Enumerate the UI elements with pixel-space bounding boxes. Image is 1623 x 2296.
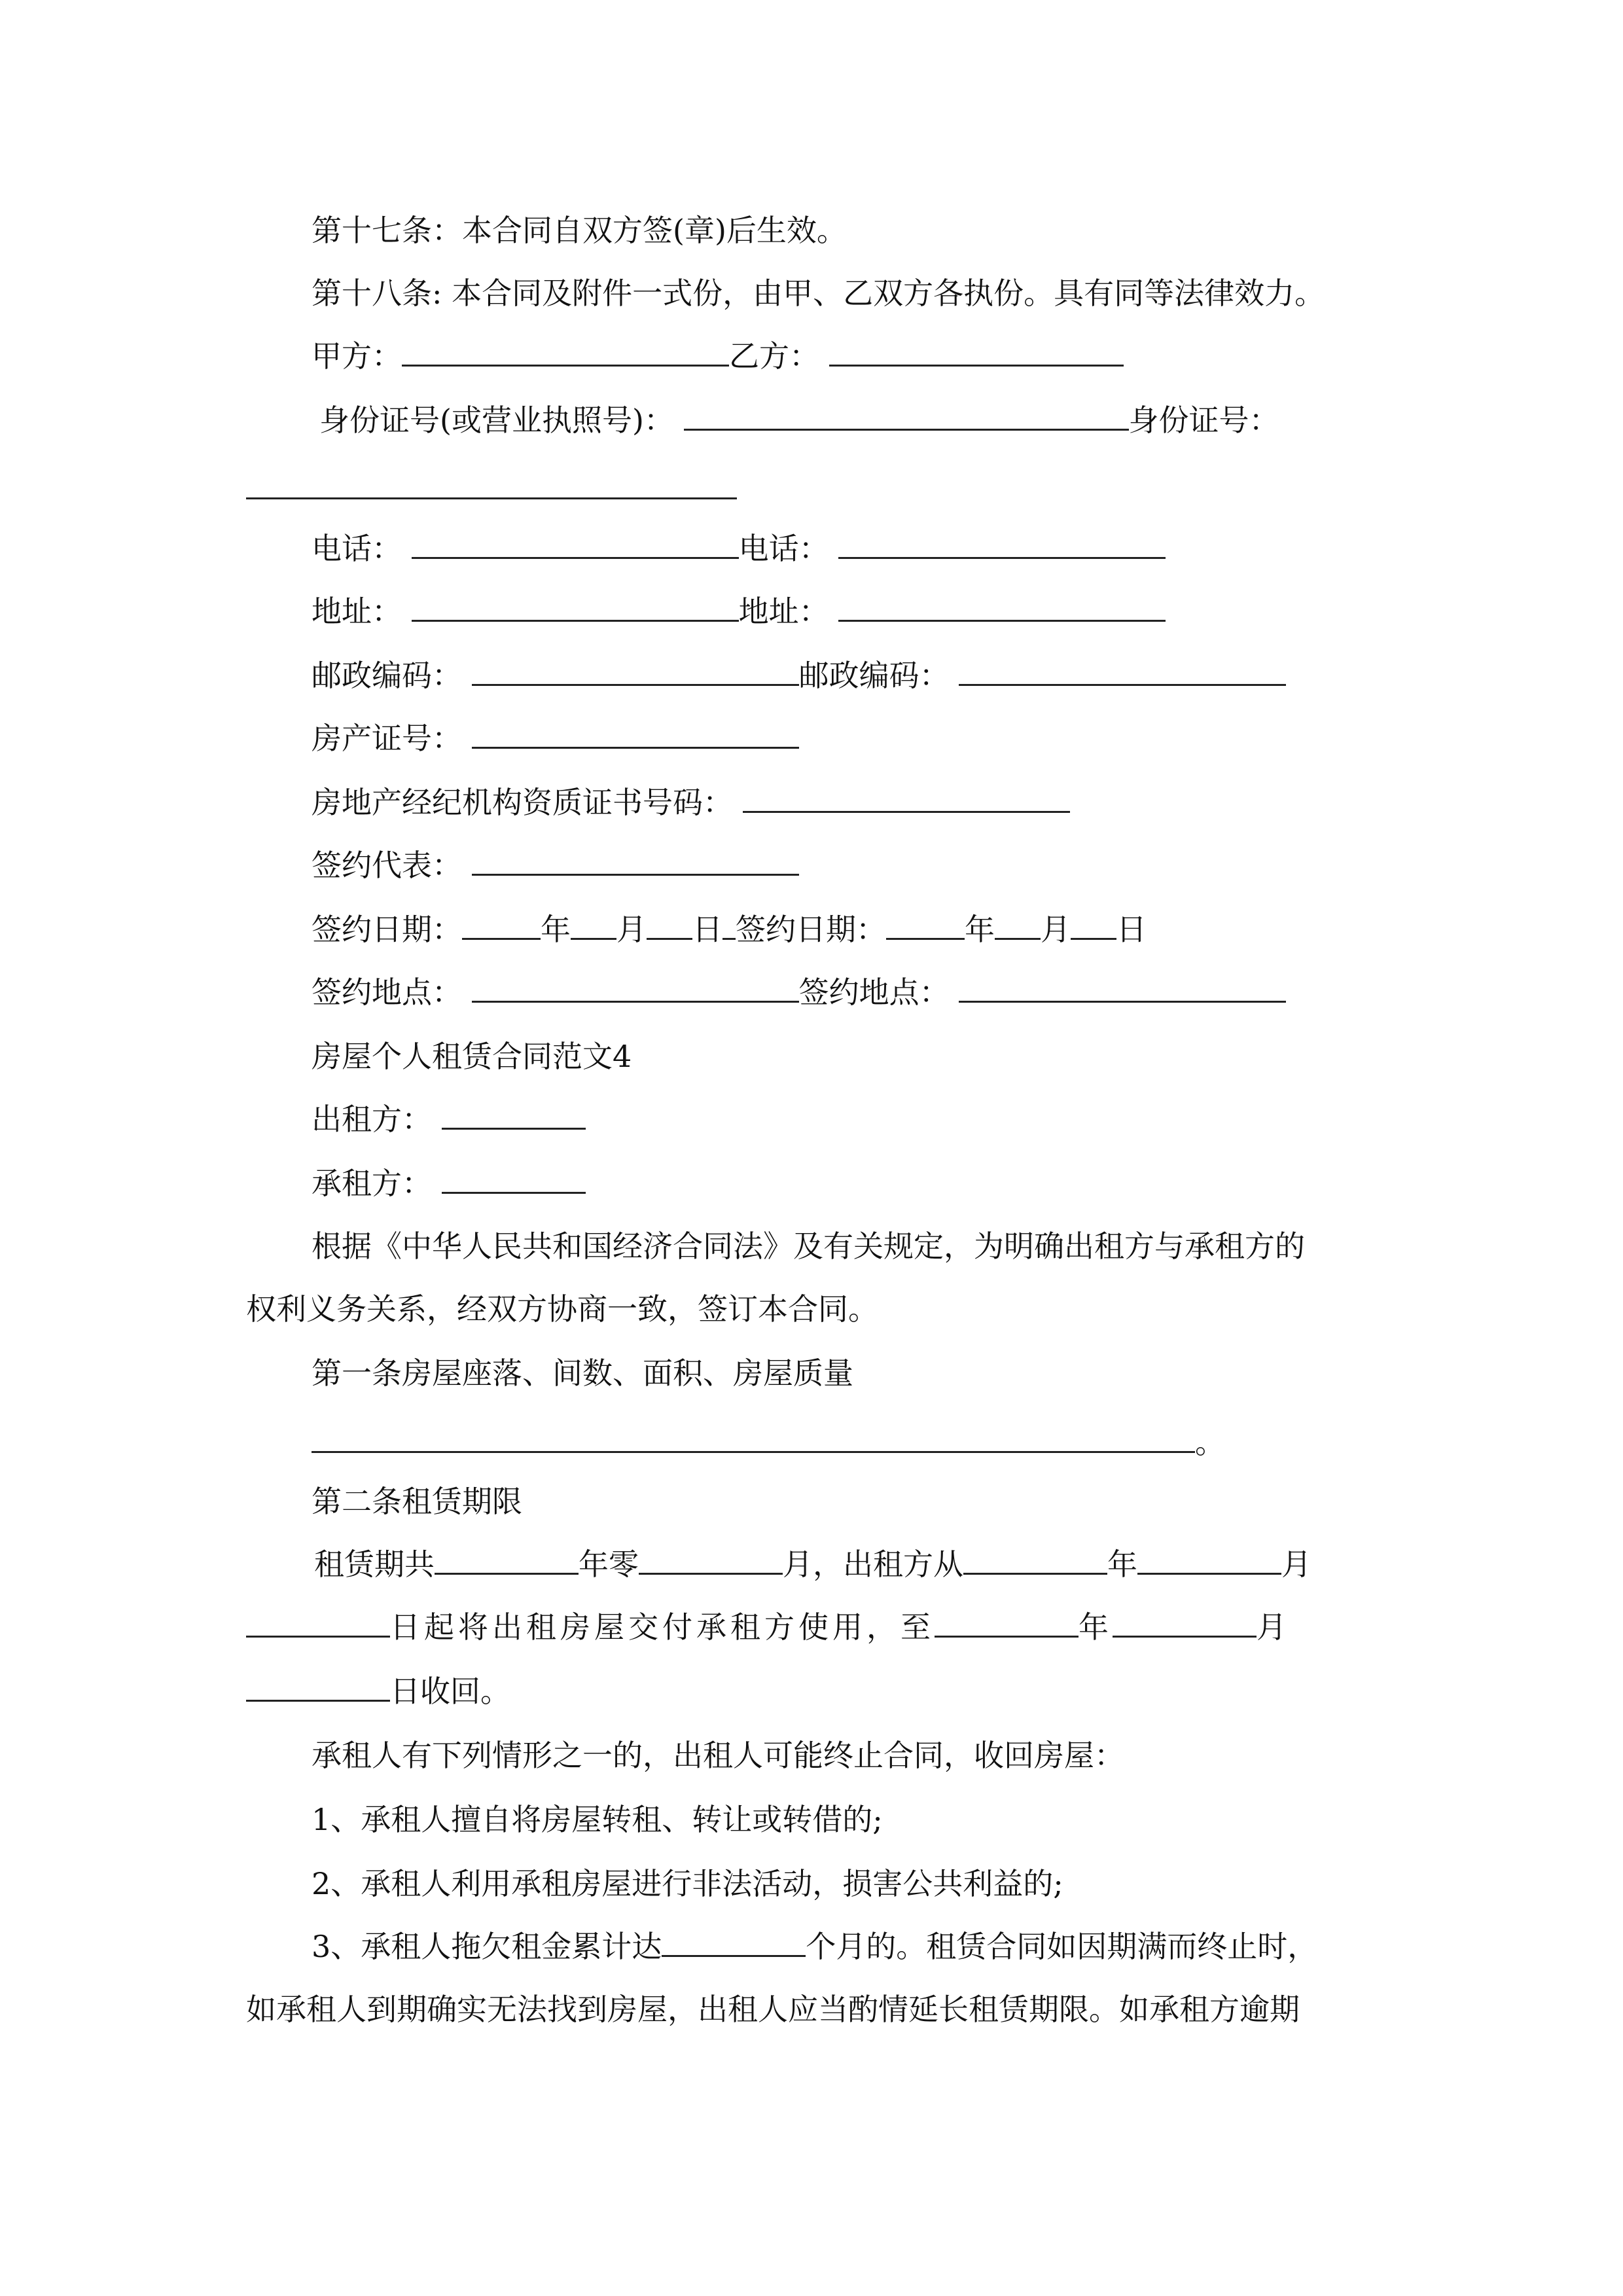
term-text: 年: [1107, 1547, 1137, 1582]
postcode-b-label: 邮政编码：: [798, 658, 950, 693]
term-text: 月: [1281, 1547, 1311, 1582]
sign-rep-label: 签约代表：: [312, 848, 462, 883]
party-a-label: 甲方：: [312, 338, 402, 374]
start-year-field[interactable]: [963, 1547, 1107, 1575]
terminate-item-1: 1、承租人擅自将房屋转租、转让或转借的;: [312, 1802, 883, 1837]
postcode-b-field[interactable]: [959, 658, 1286, 686]
sign-place-a-field[interactable]: [472, 975, 799, 1003]
lessee-field[interactable]: [442, 1166, 586, 1194]
article-1-fill-row: [312, 1423, 1225, 1462]
party-a-field[interactable]: [402, 338, 729, 367]
end-year-field[interactable]: [935, 1609, 1079, 1638]
phone-a-field[interactable]: [412, 531, 739, 559]
article-2: 第二条租赁期限: [312, 1484, 522, 1519]
property-cert-field[interactable]: [472, 721, 799, 749]
id-label-b: 身份证号：: [1128, 403, 1279, 438]
term-line-2: [246, 1607, 1291, 1647]
article-18: 第十八条: 本合同及附件一式份，由甲、乙双方各执份。具有同等法律效力。: [312, 276, 1325, 311]
agency-cert-label: 房地产经纪机构资质证书号码：: [312, 785, 733, 820]
lessor-field[interactable]: [442, 1102, 586, 1130]
sign-date-b-month[interactable]: [995, 912, 1041, 940]
phone-a-label: 电话：: [312, 531, 402, 566]
separator-line: [722, 912, 736, 940]
sign-place-b-field[interactable]: [959, 975, 1286, 1003]
postcode-row: [312, 656, 1286, 695]
article-1: 第一条房屋座落、间数、面积、房屋质量: [312, 1355, 853, 1391]
sign-rep-field[interactable]: [472, 848, 799, 876]
id-row: [319, 401, 1279, 440]
address-row: [312, 592, 1166, 631]
party-row: [312, 336, 1124, 376]
term-text: 日起将出租房屋交付承租方使用，至: [390, 1609, 935, 1645]
year-label: 年: [965, 912, 995, 947]
lessee-label: 承租方：: [312, 1166, 432, 1201]
item3-text: 3、承租人拖欠租金累计达: [312, 1929, 662, 1964]
terminate-item-2: 2、承租人利用承租房屋进行非法活动，损害公共利益的;: [312, 1866, 1063, 1901]
end-month-field[interactable]: [1113, 1609, 1257, 1638]
address-b-label: 地址：: [738, 594, 829, 629]
term-line-3: [246, 1672, 510, 1711]
property-cert-label: 房产证号：: [312, 721, 462, 756]
phone-row: [312, 529, 1166, 568]
term-text: 月: [1257, 1609, 1291, 1645]
intro-line-1: 根据《中华人民共和国经济合同法》及有关规定，为明确出租方与承租方的: [312, 1229, 1305, 1264]
sign-date-b-year[interactable]: [886, 912, 965, 940]
lessor-row: [312, 1100, 586, 1139]
id-b-field[interactable]: [246, 497, 737, 499]
intro-line-2: 权利义务关系，经双方协商一致，签订本合同。: [246, 1291, 878, 1327]
arrears-months-field[interactable]: [662, 1929, 806, 1957]
sign-date-a-label: 签约日期：: [312, 912, 462, 947]
agency-cert-row: [312, 783, 1070, 822]
start-day-field[interactable]: [246, 1609, 390, 1638]
contract-4-title: 房屋个人租赁合同范文4: [312, 1039, 632, 1074]
term-text: 年: [1079, 1609, 1113, 1645]
phone-b-field[interactable]: [838, 531, 1166, 559]
month-label: 月: [616, 912, 647, 947]
month-label: 月: [1041, 912, 1071, 947]
day-label: 日: [692, 912, 722, 947]
party-b-field[interactable]: [829, 338, 1124, 367]
lessor-label: 出租方：: [312, 1102, 432, 1137]
phone-b-label: 电话：: [738, 531, 829, 566]
sign-date-a-year[interactable]: [462, 912, 541, 940]
period-mark: 。: [1195, 1425, 1225, 1460]
term-text: 租赁期共: [314, 1547, 435, 1582]
term-text: 年零: [579, 1547, 639, 1582]
address-a-field[interactable]: [412, 594, 739, 622]
end-day-field[interactable]: [246, 1674, 390, 1702]
id-label-a: 身份证号(或营业执照号)：: [319, 403, 674, 438]
sign-place-a-label: 签约地点：: [312, 975, 462, 1010]
sign-date-b-label: 签约日期：: [736, 912, 886, 947]
item3-text: 个月的。租赁合同如因期满而终止时，: [806, 1929, 1318, 1964]
postcode-a-field[interactable]: [472, 658, 799, 686]
start-month-field[interactable]: [1137, 1547, 1281, 1575]
term-line-1: [314, 1545, 1311, 1584]
agency-cert-field[interactable]: [743, 785, 1070, 813]
article-17: 第十七条：本合同自双方签(章)后生效。: [312, 213, 847, 248]
lessee-row: [312, 1164, 586, 1203]
sign-date-a-day[interactable]: [647, 912, 692, 940]
term-years-field[interactable]: [435, 1547, 579, 1575]
sign-rep-row: [312, 846, 799, 885]
terminate-intro: 承租人有下列情形之一的，出租人可能终止合同，收回房屋：: [312, 1738, 1124, 1773]
address-b-field[interactable]: [838, 594, 1166, 622]
day-label: 日: [1116, 912, 1147, 947]
party-b-label: 乙方：: [729, 338, 819, 374]
sign-date-b-day[interactable]: [1071, 912, 1116, 940]
sign-place-row: [312, 973, 1286, 1012]
article-1-field[interactable]: [312, 1425, 1195, 1453]
term-text: 月，出租方从: [783, 1547, 963, 1582]
property-cert-row: [312, 719, 799, 758]
terminate-item-3: [312, 1927, 1317, 1966]
sign-date-row: [312, 910, 1147, 949]
sign-date-a-month[interactable]: [571, 912, 616, 940]
year-label: 年: [541, 912, 571, 947]
terminate-item-3-cont: 如承租人到期确实无法找到房屋，出租人应当酌情延长租赁期限。如承租方逾期: [246, 1992, 1300, 2027]
term-text: 日收回。: [390, 1674, 510, 1709]
id-a-field[interactable]: [684, 403, 1129, 431]
sign-place-b-label: 签约地点：: [798, 975, 950, 1010]
address-a-label: 地址：: [312, 594, 402, 629]
postcode-a-label: 邮政编码：: [312, 658, 462, 693]
term-months-field[interactable]: [639, 1547, 783, 1575]
